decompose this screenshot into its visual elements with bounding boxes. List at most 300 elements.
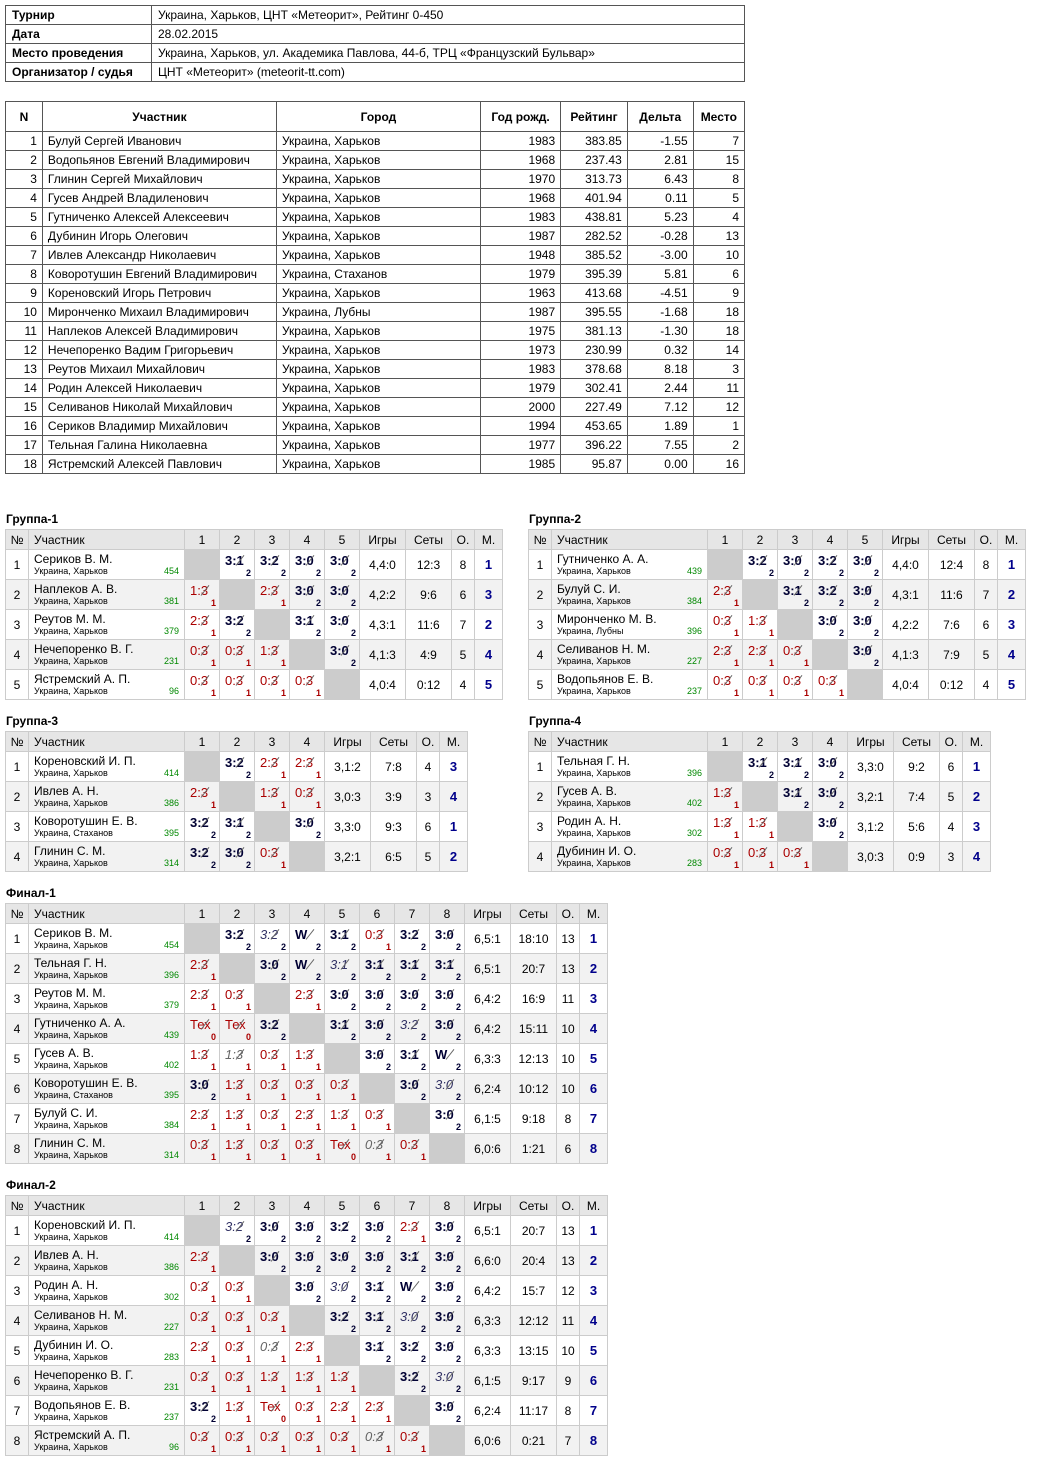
match-score [220, 1276, 255, 1306]
score-points: 1 [210, 1324, 216, 1334]
score-points: 2 [455, 1234, 461, 1244]
col-opponent: 5 [848, 530, 883, 550]
participant-city: Украина, Харьков [557, 566, 631, 576]
diagonal-cell [360, 1074, 395, 1104]
score-value: 3:2 [260, 927, 279, 942]
diagonal-cell [220, 1246, 255, 1276]
score-points: 1 [210, 1444, 216, 1454]
participant-city: Украина, Харьков [34, 1060, 108, 1070]
col-sets: Сеты [511, 904, 557, 924]
col-participant: Участник [552, 732, 708, 752]
participant-cell: 7 [6, 246, 43, 265]
diagonal-cell [185, 1216, 220, 1246]
games: 4,2:2 [883, 610, 929, 640]
match-score [395, 1366, 430, 1396]
col-opponent: 5 [325, 904, 360, 924]
diagonal-cell [743, 782, 778, 812]
match-score [395, 1216, 430, 1246]
score-value: 2:3 [400, 1219, 419, 1234]
participant-rating: 414 [163, 768, 179, 778]
match-score [743, 670, 778, 700]
diagonal-cell [395, 1104, 430, 1134]
participant-rating: 379 [163, 626, 179, 636]
match-score [708, 640, 743, 670]
participant-city: Украина, Харьков [34, 656, 108, 666]
score-points: 1 [350, 1384, 356, 1394]
match-score [778, 640, 813, 670]
match-score [185, 1276, 220, 1306]
score-points: 2 [245, 628, 251, 638]
score-points: 2 [455, 1264, 461, 1274]
match-score [255, 954, 290, 984]
participant-cell: Украина, Лубны [276, 303, 480, 322]
participant-row [6, 341, 745, 360]
match-score [395, 1336, 430, 1366]
diagonal-cell [220, 954, 255, 984]
participant-cell: 1977 [480, 436, 560, 455]
group-row [6, 1366, 608, 1396]
score-value: 3:0 [435, 1077, 454, 1092]
score-points: 2 [350, 598, 356, 608]
score-points: 2 [350, 628, 356, 638]
col-opponent: 4 [813, 530, 848, 550]
participant [29, 1366, 185, 1396]
score-value: 1:3 [748, 613, 767, 628]
score-points: 2 [385, 1264, 391, 1274]
points: 13 [557, 1216, 580, 1246]
participant-cell: Украина, Харьков [276, 189, 480, 208]
place: 4 [998, 640, 1026, 670]
score-value: 3:0 [330, 1249, 349, 1264]
participant [29, 640, 185, 670]
sets: 6:5 [371, 842, 417, 872]
participant-name: Коворотушин Е. В. [34, 814, 138, 828]
match-score [360, 1396, 395, 1426]
score-value: W [295, 957, 308, 972]
score-points: 2 [455, 972, 461, 982]
col-opponent: 2 [220, 732, 255, 752]
score-value: 3:1 [225, 553, 244, 568]
games: 4,0:4 [883, 670, 929, 700]
col-no: № [529, 530, 552, 550]
match-score [290, 580, 325, 610]
score-points: 1 [315, 1092, 321, 1102]
match-score [255, 1014, 290, 1044]
participant-name: Наплеков А. В. [34, 582, 118, 596]
participants-table [5, 101, 745, 474]
score-points: 1 [733, 658, 739, 668]
match-score [778, 580, 813, 610]
participant-cell: Украина, Харьков [276, 227, 480, 246]
match-score [220, 842, 255, 872]
match-score [255, 670, 290, 700]
match-score [185, 954, 220, 984]
place: 6 [580, 1366, 608, 1396]
score-points: 1 [420, 1152, 426, 1162]
participant [29, 812, 185, 842]
group-header-row [6, 530, 503, 550]
score-value: 0:3 [225, 987, 244, 1002]
col-games: Игры [883, 530, 929, 550]
column-header: Участник [42, 102, 276, 132]
participant-cell: 227.49 [561, 398, 628, 417]
participant [552, 782, 708, 812]
score-value: 2:3 [260, 583, 279, 598]
score-points: 1 [385, 942, 391, 952]
participant [552, 670, 708, 700]
group-row [529, 670, 1026, 700]
col-opponent: 1 [185, 530, 220, 550]
score-value: 3:0 [435, 1279, 454, 1294]
group-row [6, 812, 468, 842]
participant-cell: 381.13 [561, 322, 628, 341]
match-score [185, 640, 220, 670]
col-opponent: 8 [430, 1196, 465, 1216]
score-value: 3:0 [783, 553, 802, 568]
games: 3,2:1 [325, 842, 371, 872]
group-title: Группа-3 [6, 714, 59, 728]
participant-cell: 1968 [480, 189, 560, 208]
match-score [848, 610, 883, 640]
score-value: 3:2 [225, 613, 244, 628]
row-number: 1 [529, 752, 552, 782]
score-points: 1 [210, 688, 216, 698]
match-score [430, 924, 465, 954]
group-row [6, 1396, 608, 1426]
group-row [6, 550, 503, 580]
score-value: 3:0 [435, 1369, 454, 1384]
score-value: 1:3 [330, 1107, 349, 1122]
match-score [813, 782, 848, 812]
participant-row [6, 303, 745, 322]
row-number: 4 [6, 1306, 29, 1336]
score-value: 3:2 [330, 1309, 349, 1324]
score-points: 2 [350, 1002, 356, 1012]
diagonal-cell [848, 670, 883, 700]
participant [29, 1396, 185, 1426]
col-opponent: 6 [360, 1196, 395, 1216]
score-value: 3:0 [330, 553, 349, 568]
place: 1 [440, 812, 468, 842]
score-value: 3:2 [190, 815, 209, 830]
participant-rating: 396 [163, 970, 179, 980]
group-row [6, 1216, 608, 1246]
participant-name: Селиванов Н. М. [557, 642, 651, 656]
score-points: 1 [733, 688, 739, 698]
group-table [5, 1195, 608, 1456]
participant-city: Украина, Харьков [34, 626, 108, 636]
score-points: 1 [768, 658, 774, 668]
games: 6,4:2 [465, 1014, 511, 1044]
sets: 7:6 [929, 610, 975, 640]
participant-cell: 2.44 [627, 379, 693, 398]
col-m: М. [963, 732, 991, 752]
match-score [325, 924, 360, 954]
score-points: 2 [350, 972, 356, 982]
row-number: 4 [6, 640, 29, 670]
col-participant: Участник [552, 530, 708, 550]
games: 6,1:5 [465, 1366, 511, 1396]
score-value: 0:3 [260, 1047, 279, 1062]
match-score [708, 610, 743, 640]
column-header: Место [693, 102, 744, 132]
place: 5 [998, 670, 1026, 700]
participant-city: Украина, Харьков [34, 1352, 108, 1362]
participant-cell: 13 [693, 227, 744, 246]
row-number: 2 [6, 954, 29, 984]
place: 3 [963, 812, 991, 842]
score-points: 1 [245, 1354, 251, 1364]
score-value: 3:2 [260, 1017, 279, 1032]
participant-cell: 1970 [480, 170, 560, 189]
games: 3,3:0 [325, 812, 371, 842]
games: 3,0:3 [848, 842, 894, 872]
participant-cell: Украина, Харьков [276, 398, 480, 417]
score-value: 0:3 [260, 1429, 279, 1444]
col-opponent: 1 [185, 904, 220, 924]
score-value: 3:0 [330, 613, 349, 628]
col-sets: Сеты [894, 732, 940, 752]
match-score [360, 1104, 395, 1134]
match-score [848, 640, 883, 670]
match-score [255, 1216, 290, 1246]
score-value: 3:0 [365, 1017, 384, 1032]
place: 4 [580, 1306, 608, 1336]
group-row [529, 812, 991, 842]
match-score [743, 640, 778, 670]
match-score [430, 1044, 465, 1074]
participant-cell: Украина, Харьков [276, 341, 480, 360]
match-score [325, 1014, 360, 1044]
score-value: 0:3 [295, 1137, 314, 1152]
score-value: 3:0 [400, 1309, 419, 1324]
participant-cell: 3 [6, 170, 43, 189]
place: 5 [580, 1336, 608, 1366]
place: 8 [580, 1134, 608, 1164]
score-value: 3:1 [330, 927, 349, 942]
match-score [185, 812, 220, 842]
match-score [325, 954, 360, 984]
participant-name: Тельная Г. Н. [34, 956, 108, 970]
score-value: 0:3 [260, 1137, 279, 1152]
score-value: 0:3 [190, 1309, 209, 1324]
group-row [6, 842, 468, 872]
score-points: 1 [315, 1122, 321, 1132]
participant-cell: 2.81 [627, 151, 693, 170]
match-score [255, 1104, 290, 1134]
participant [29, 782, 185, 812]
participant [29, 1014, 185, 1044]
score-value: 3:0 [330, 987, 349, 1002]
sets: 7:8 [371, 752, 417, 782]
match-score [430, 1306, 465, 1336]
participant-row [6, 170, 745, 189]
participant-name: Кореновский И. П. [34, 754, 136, 768]
participant-name: Ястремский А. П. [34, 672, 131, 686]
score-points: 2 [315, 972, 321, 982]
score-points: 1 [245, 1062, 251, 1072]
col-opponent: 2 [743, 530, 778, 550]
match-score [430, 1104, 465, 1134]
match-score [778, 842, 813, 872]
games: 6,0:6 [465, 1426, 511, 1456]
participant-cell: 230.99 [561, 341, 628, 360]
score-points: 1 [245, 688, 251, 698]
row-number: 7 [6, 1396, 29, 1426]
col-opponent: 1 [185, 732, 220, 752]
games: 6,6:0 [465, 1246, 511, 1276]
participant-city: Украина, Харьков [34, 1412, 108, 1422]
participant-cell: 1985 [480, 455, 560, 474]
games: 4,2:2 [360, 580, 406, 610]
participant-cell: 413.68 [561, 284, 628, 303]
score-points: 2 [385, 1062, 391, 1072]
score-points: 1 [768, 628, 774, 638]
score-value: 3:2 [400, 927, 419, 942]
participant-cell: Украина, Харьков [276, 436, 480, 455]
score-points: 1 [385, 1414, 391, 1424]
games: 6,2:4 [465, 1396, 511, 1426]
participant-city: Украина, Харьков [34, 1442, 108, 1452]
participant-cell: 7.12 [627, 398, 693, 417]
participant-cell: Селиванов Николай Михайлович [42, 398, 276, 417]
match-score [778, 752, 813, 782]
score-points: 2 [245, 942, 251, 952]
col-m: М. [580, 1196, 608, 1216]
score-value: 1:3 [748, 815, 767, 830]
score-points: 1 [280, 1384, 286, 1394]
participant-cell: 11 [6, 322, 43, 341]
match-score [325, 984, 360, 1014]
games: 3,1:2 [848, 812, 894, 842]
participant-cell: Украина, Харьков [276, 151, 480, 170]
group-row [6, 1246, 608, 1276]
participant-name: Дубинин И. О. [34, 1338, 114, 1352]
score-value: 2:3 [295, 755, 314, 770]
points: 6 [452, 580, 475, 610]
score-points: 2 [455, 1092, 461, 1102]
group-header-row [529, 530, 1026, 550]
group-row [6, 782, 468, 812]
participant-rating: 381 [163, 596, 179, 606]
participant-city: Украина, Харьков [34, 1262, 108, 1272]
score-value: 3:0 [330, 583, 349, 598]
match-score [220, 924, 255, 954]
match-score [220, 1134, 255, 1164]
participant-rating: 283 [686, 858, 702, 868]
participant [552, 610, 708, 640]
participant-name: Селиванов Н. М. [34, 1308, 128, 1322]
participant [29, 924, 185, 954]
match-score [325, 1134, 360, 1164]
match-score [395, 1306, 430, 1336]
score-value: W [435, 1047, 448, 1062]
diagonal-cell [255, 1276, 290, 1306]
diagonal-cell [255, 812, 290, 842]
match-score [813, 670, 848, 700]
info-key: Место проведения [6, 44, 152, 63]
score-points: 2 [873, 598, 879, 608]
column-header: Год рожд. [480, 102, 560, 132]
participant [29, 1074, 185, 1104]
participant-name: Родин А. Н. [557, 814, 622, 828]
points: 13 [557, 954, 580, 984]
score-value: 3:0 [260, 1219, 279, 1234]
score-value: 3:2 [190, 845, 209, 860]
score-value: 3:2 [190, 1399, 209, 1414]
score-points: 1 [245, 1002, 251, 1012]
participant-cell: 8 [693, 170, 744, 189]
score-points: 2 [420, 1002, 426, 1012]
col-o: О. [557, 904, 580, 924]
score-points: 2 [803, 770, 809, 780]
col-opponent: 4 [813, 732, 848, 752]
participant-city: Украина, Харьков [34, 566, 108, 576]
match-score [290, 1336, 325, 1366]
participant-name: Реутов М. М. [34, 612, 106, 626]
participant-row [6, 227, 745, 246]
score-value: 1:3 [713, 785, 732, 800]
score-value: 0:3 [225, 1369, 244, 1384]
participant-cell: 1 [6, 132, 43, 151]
match-score [220, 640, 255, 670]
score-value: 2:3 [190, 957, 209, 972]
score-points: 1 [280, 1062, 286, 1072]
score-points: 1 [280, 860, 286, 870]
score-value: 3:0 [818, 613, 837, 628]
score-points: 2 [210, 1092, 216, 1102]
match-score [185, 1246, 220, 1276]
participant-cell: 16 [693, 455, 744, 474]
participant-name: Булуй С. И. [557, 582, 621, 596]
match-score [395, 1276, 430, 1306]
place: 1 [475, 550, 503, 580]
diagonal-cell [360, 1366, 395, 1396]
score-points: 2 [385, 1294, 391, 1304]
points: 4 [452, 670, 475, 700]
score-value: 3:0 [365, 1047, 384, 1062]
participant-rating: 386 [163, 798, 179, 808]
group-row [6, 580, 503, 610]
participant-cell: 7.55 [627, 436, 693, 455]
games: 6,4:2 [465, 1276, 511, 1306]
score-value: 3:0 [295, 815, 314, 830]
score-points: 0 [210, 1032, 216, 1042]
participant-cell: Кореновский Игорь Петрович [42, 284, 276, 303]
score-points: 1 [280, 688, 286, 698]
points: 9 [557, 1366, 580, 1396]
col-opponent: 2 [220, 1196, 255, 1216]
participant-cell: 1.89 [627, 417, 693, 436]
score-points: 2 [315, 830, 321, 840]
score-points: 1 [210, 1384, 216, 1394]
row-number: 8 [6, 1426, 29, 1456]
col-opponent: 4 [290, 530, 325, 550]
participant-city: Украина, Харьков [34, 1120, 108, 1130]
score-value: 3:2 [225, 755, 244, 770]
col-games: Игры [465, 904, 511, 924]
score-value: 3:0 [365, 987, 384, 1002]
match-score [290, 924, 325, 954]
col-no: № [6, 904, 29, 924]
match-score [255, 640, 290, 670]
place: 2 [963, 782, 991, 812]
participant-cell: 1987 [480, 303, 560, 322]
participant-rating: 395 [163, 1090, 179, 1100]
match-score [430, 1366, 465, 1396]
score-points: 1 [315, 1444, 321, 1454]
score-points: 1 [210, 972, 216, 982]
